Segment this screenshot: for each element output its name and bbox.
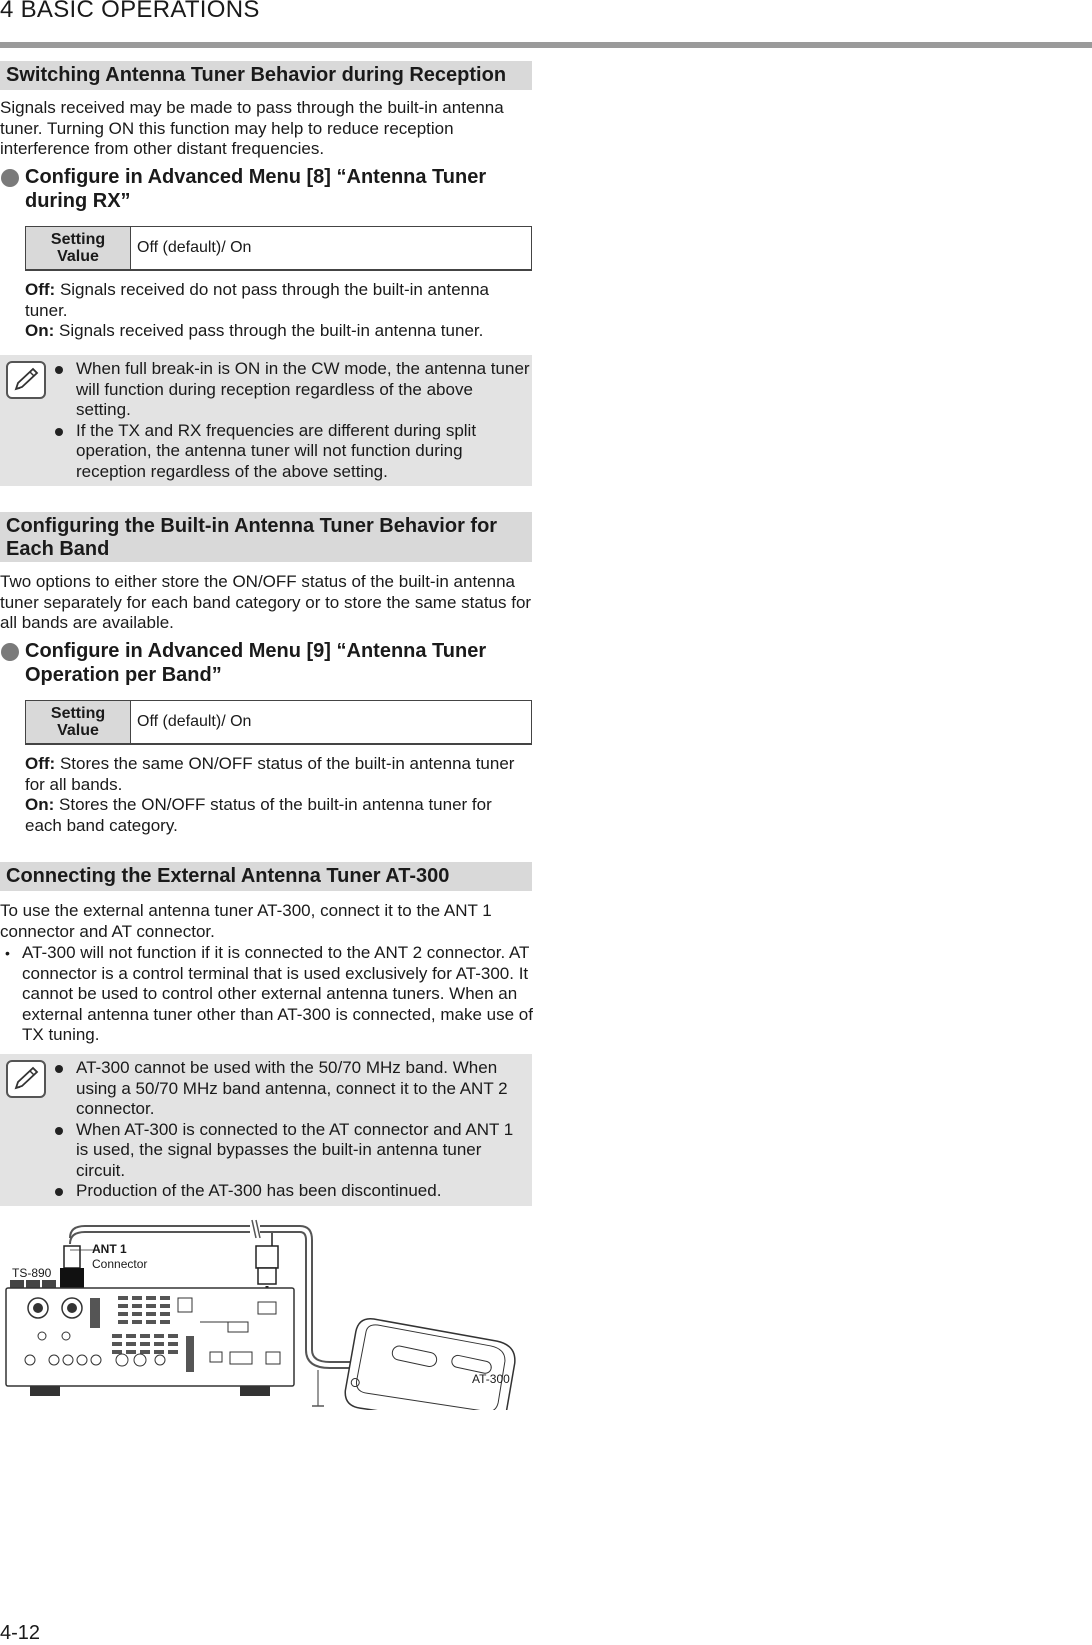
on-label: On: — [25, 321, 55, 340]
note-item: If the TX and RX frequencies are different during split operation, the antenna tuner will not function during reception regardless of the above setting. — [52, 421, 530, 483]
off-text: Signals received do not pass through the built-in antenna tuner. — [25, 280, 490, 320]
on-text: Signals received pass through the built-in antenna tuner. — [54, 321, 484, 340]
running-head: 4 BASIC OPERATIONS — [0, 0, 260, 23]
section-title: Switching Antenna Tuner Behavior during Reception — [0, 61, 532, 90]
pencil-icon — [6, 361, 46, 399]
header-rule — [0, 42, 1092, 48]
note-item: Production of the AT-300 has been discontinued. — [52, 1181, 530, 1202]
note-item: When full break-in is ON in the CW mode, the antenna tuner will function during reception regardless of the above setting. — [52, 359, 530, 421]
configure-heading — [0, 639, 532, 687]
connection-diagram — [0, 1210, 540, 1410]
ant-label: ANT 1 — [92, 1242, 127, 1256]
setting-value: Off (default)/ On — [131, 227, 532, 271]
radio-label: TS-890 — [12, 1266, 52, 1280]
bullet-dot — [1, 643, 19, 661]
note-item: When AT-300 is connected to the AT connector and ANT 1 is used, the signal bypasses the built-in antenna tuner circuit. — [52, 1120, 530, 1182]
note-box — [0, 355, 532, 486]
configure-heading — [0, 165, 532, 213]
note-box — [0, 1054, 532, 1206]
tuner-label: AT-300 — [472, 1372, 510, 1386]
option-description — [25, 280, 532, 342]
section-title: Configuring the Built-in Antenna Tuner Behavior for Each Band — [0, 512, 532, 562]
setting-key: Setting Value — [26, 701, 131, 745]
pencil-icon — [6, 1060, 46, 1098]
connector-label: Connector — [92, 1257, 148, 1271]
on-text: Stores the ON/OFF status of the built-in antenna tuner for each band category. — [25, 795, 492, 835]
section-intro: Signals received may be made to pass through the built-in antenna tuner. Turning ON this function may help to reduce reception interference from other distant frequencies. — [0, 98, 504, 158]
off-label: Off: — [25, 754, 56, 773]
setting-value: Off (default)/ On — [131, 701, 532, 745]
section-title: Connecting the External Antenna Tuner AT-300 — [0, 862, 532, 891]
setting-table — [25, 226, 532, 271]
configure-heading-text: Configure in Advanced Menu [8] “Antenna Tuner during RX” — [25, 166, 487, 212]
off-text: Stores the same ON/OFF status of the built-in antenna tuner for all bands. — [25, 754, 515, 794]
setting-key: Setting Value — [26, 227, 131, 271]
setting-table — [25, 700, 532, 745]
section-intro: To use the external antenna tuner AT-300, connect it to the ANT 1 connector and AT connector. — [0, 901, 492, 941]
option-description — [25, 754, 532, 836]
off-label: Off: — [25, 280, 56, 299]
bullet-paragraph: • AT-300 will not function if it is connected to the ANT 2 connector. AT connector is a control terminal that is used exclusively for AT-300. It cannot be used to control other external antenna tuners. When an external antenna tuner other than AT-300 is connected, make use of TX tuning. — [0, 943, 554, 1046]
section-intro: Two options to either store the ON/OFF status of the built-in antenna tuner separately for each band category or to store the same status for all bands are available. — [0, 572, 532, 632]
bullet-dot — [1, 169, 19, 187]
configure-heading-text: Configure in Advanced Menu [9] “Antenna Tuner Operation per Band” — [25, 640, 487, 686]
on-label: On: — [25, 795, 55, 814]
note-item: AT-300 cannot be used with the 50/70 MHz band. When using a 50/70 MHz band antenna, connect it to the ANT 2 connector. — [52, 1058, 530, 1120]
page-number: 4-12 — [0, 1622, 41, 1644]
